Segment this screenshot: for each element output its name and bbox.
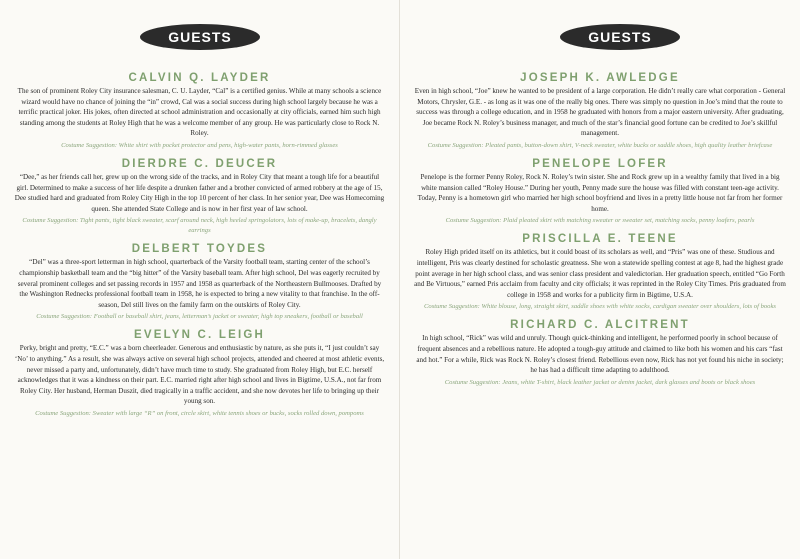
left-guest-list	[14, 72, 385, 426]
guest-name: JOSEPH K. AWLEDGE	[520, 72, 680, 84]
guest-entry	[14, 158, 385, 236]
guest-bio: Penelope is the former Penny Roley, Rock N. Roley’s twin sister. She and Rock grew up in a wealthy family that lived in a big white mansion called “Roley House.” During her youth, Penny made sure the house was filled with constant teen-age activity. Today, Penny is a hometown girl who married her high school boyfriend and lives in a pretty little house not far from her former home.	[417, 172, 783, 213]
guest-name: RICHARD C. ALCITRENT	[510, 319, 690, 332]
right-guest-list	[414, 72, 786, 395]
costume-suggestion: Costume Suggestion: Tight pants, tight black sweater, scarf around neck, high heeled springolators, lots of make-up, bracelets, dangly earrings	[22, 217, 377, 235]
guest-entry	[14, 243, 385, 322]
costume-suggestion: Costume Suggestion: Jeans, white T-shirt, black leather jacket or denim jacket, dark glasses and boots or black shoes	[444, 378, 756, 386]
guest-bio: In high school, “Rick” was wild and unruly. Though quick-thinking and intelligent, he performed poorly in school because of frequent absences and a rebellious nature. He adopted a tough-guy attitude and claimed to like both his women and his cars “fast and hot.” For a while, Rick was Rock N. Roley’s closest friend. Rebellious even now, Rick has not yet found his niche in society; he has had a difficult time adapting to adulthood.	[416, 334, 784, 375]
costume-suggestion: Costume Suggestion: Football or baseball shirt, jeans, letterman’s jacket or sweater, high top sneakers, football or baseball	[36, 313, 363, 321]
guests-header-right: GUESTS	[560, 24, 680, 50]
costume-suggestion: Costume Suggestion: Pleated pants, button-down shirt, V-neck sweater, white bucks or saddle shoes, high quality leather briefcase	[427, 141, 773, 149]
costume-suggestion: Costume Suggestion: White blouse, long, straight skirt, saddle shoes with white socks, cardigan sweater over shoulders, lots of books	[424, 303, 776, 311]
guest-name: EVELYN C. LEIGH	[134, 329, 265, 342]
guest-entry	[414, 72, 786, 151]
guest-bio: Perky, bright and pretty, “E.C.” was a born cheerleader. Generous and enthusiastic by nature, as she puts it, “I just couldn’t say ‘No’ to anything.” As a result, she was always active on several high school projects, attended and cheered at most athletic events, never missed a party and, unfortunately, didn’t have much time to study. She graduated from Roley High, but E.C. herself acknowledges that it was a kindness on their part. E.C. married right after high school and lives in Bigtime, U.S.A., not far from Roley City. Her husband, Herman Duszit, died tragically in a traffic accident, and she now devotes her life to bringing up their young son.	[14, 344, 385, 406]
guest-name: PRISCILLA E. TEENE	[522, 233, 678, 246]
guest-entry	[14, 329, 385, 419]
costume-suggestion: Costume Suggestion: White shirt with pocket protector and pens, high-water pants, horn-rimmed glasses	[61, 141, 338, 149]
guest-name: PENELOPE LOFER	[532, 157, 668, 170]
guest-name: CALVIN Q. LAYDER	[128, 72, 271, 84]
guest-bio: The son of prominent Roley City insurance salesman, C. U. Layder, “Cal” is a certified genius. While at many schools a science wizard would have no chance of joining the “in” crowd, Cal was a social success during high school largely because he was a terrific practical joker. His jokes, often directed at school administration and occasionally at city officials, earned him such high standing among the students at Roley High that he was a welcome member of any group. He was particularly close to Rock N. Roley.	[17, 87, 382, 138]
costume-suggestion: Costume Suggestion: Sweater with large “R” on front, circle skirt, white tennis shoes or bucks, socks rolled down, pompoms	[35, 409, 364, 417]
guests-header-left: GUESTS	[140, 24, 260, 50]
right-page	[400, 0, 800, 559]
guest-bio: Even in high school, “Joe” knew he wanted to be president of a large corporation. He didn’t really care what corporation - General Motors, Chrysler, G.E. - as long as it was one of the really big ones. There was simply no question in Joe’s mind that the route to success was through a college education, and in 1958 he graduated with honors from a major eastern university. After graduating, Joe became Rock N. Roley’s business manager, and much of the star’s financial good fortune can be credited to Joe’s skillful management.	[414, 87, 786, 138]
guest-bio: Roley High prided itself on its athletics, but it could boast of its scholars as well, and “Pris” was one of these. Studious and intelligent, Pris was clearly destined for scholastic greatness. She won a statewide spelling contest at age 8, had the highest grade point average in her high school class, and was senior class president and valedictorian. Her graduation speech, entitled “Go Forth and Be Virtuous,” earned Pris acclaim from faculty and city officials; it was reprinted in the Roley City Times. Pris graduated from college in 1958 and works for a publicity firm in Bigtime, U.S.A.	[414, 248, 786, 299]
guest-bio: “Dee,” as her friends call her, grew up on the wrong side of the tracks, and in Roley City that meant a tough life for a beautiful girl. Determined to make a success of her life despite a drunken father and a brother convicted of armed robbery at the age of 15, Dee studied hard and graduated from Roley City High in the top 10 percent of her class. In her senior year, Dee was Homecoming queen. She attended State College and is now in her first year of law school.	[14, 172, 385, 213]
guest-entry	[14, 72, 385, 151]
guest-name: DIERDRE C. DEUCER	[121, 157, 278, 170]
costume-suggestion: Costume Suggestion: Plaid pleated skirt with matching sweater or sweater set, matching socks, penny loafers, pearls	[445, 217, 755, 225]
guest-bio: “Del” was a three-sport letterman in high school, quarterback of the Varsity football team, starting center of the school’s championship basketball team and the “big hitter” of the Varsity baseball team. After high school, Del was eagerly recruited by several prominent colleges and set passing records in 1957 and 1958 as quarterback of the Northeastern Bullmooses. Drafted by the Washington Rednecks professional football team in 1958, he is expected to bring a new vitality to that franchise. In the off-season, Del still lives on the family farm on the outskirts of Roley City.	[17, 258, 382, 309]
guest-entry	[414, 158, 786, 226]
guest-entry	[414, 233, 786, 312]
guest-entry	[414, 319, 786, 387]
guest-name: DELBERT TOYDES	[131, 243, 268, 256]
